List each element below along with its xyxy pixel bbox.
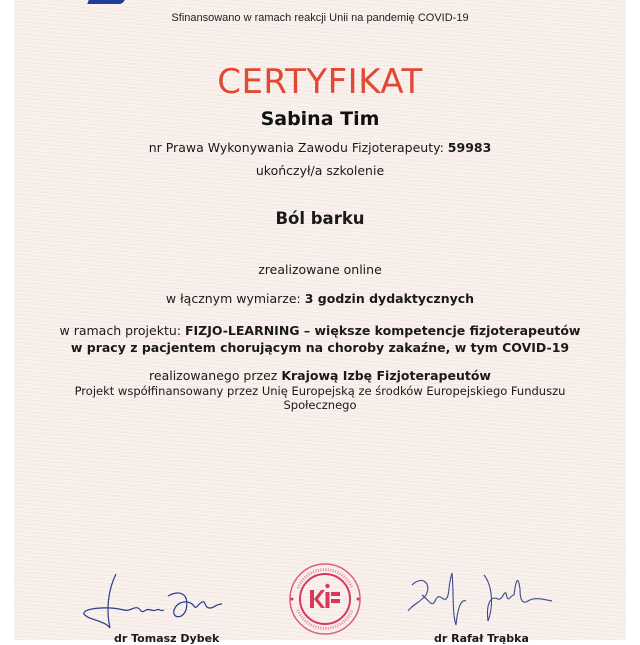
license-line (14, 140, 626, 155)
signer-right-name: dr Rafał Trąbka (434, 632, 529, 645)
project-label: w ramach projektu: (59, 323, 185, 338)
recipient-name: Sabina Tim (260, 108, 380, 130)
funding-note: Sfinansowano w ramach reakcji Unii na pandemię COVID-19 (171, 12, 469, 24)
signature-left-icon (78, 570, 228, 630)
project-line (14, 322, 626, 356)
license-number: 59983 (447, 140, 492, 155)
certificate-title: CERTYFIKAT (217, 62, 423, 102)
hours-label: w łącznym wymiarze: (165, 291, 305, 306)
eu-cofinancing-note: Projekt współfinansowany przez Unię Europejską ze środków Europejskiego Funduszu Społecznego (74, 384, 566, 412)
signature-right-icon (402, 565, 572, 630)
kif-stamp-icon (288, 562, 362, 636)
eu-logo-fragment (87, 0, 124, 4)
signer-left-name: dr Tomasz Dybek (114, 632, 220, 645)
license-label: nr Prawa Wykonywania Zawodu Fizjoterapeuty: (148, 140, 448, 155)
hours-line (14, 291, 626, 306)
course-title: Ból barku (275, 209, 365, 228)
realized-by: Krajową Izbę Fizjoterapeutów (281, 368, 491, 383)
hours-value: 3 godzin dydaktycznych (304, 291, 475, 306)
realized-line (14, 368, 626, 383)
project-name: FIZJO-LEARNING – większe kompetencje fizjoterapeutów w pracy z pacjentem chorującym na choroby zakaźne, w tym COVID-19 (70, 323, 581, 355)
completed-text: ukończył/a szkolenie (255, 163, 385, 178)
realized-label: realizowanego przez (149, 368, 282, 383)
delivery-mode: zrealizowane online (258, 262, 382, 277)
certificate-page (14, 0, 626, 645)
